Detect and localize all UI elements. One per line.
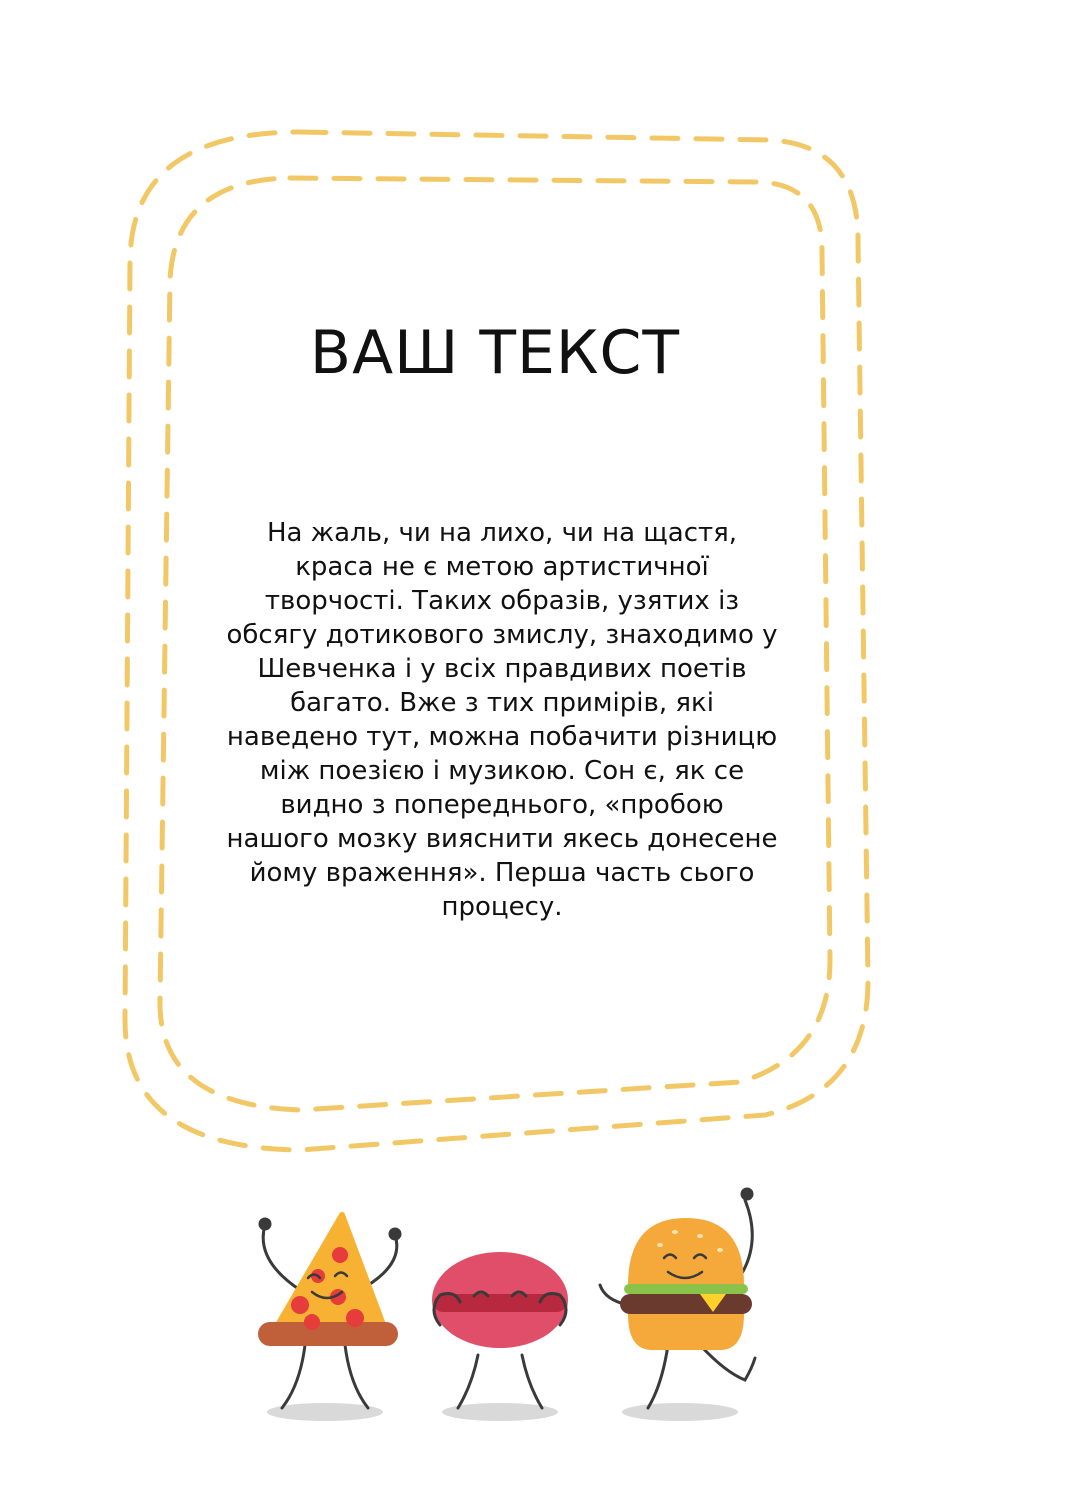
body-line: між поезією і музикою. Сон є, як се <box>259 756 745 786</box>
body-line: творчості. Таких образів, узятих із <box>264 586 740 616</box>
body-line: багато. Вже з тих примірів, які <box>290 688 714 718</box>
burger-character-icon <box>600 1189 755 1408</box>
pizza-character-icon <box>258 1215 400 1408</box>
burger-shadow <box>622 1403 738 1421</box>
body-line: видно з попереднього, «пробою <box>280 790 724 820</box>
page-title: ВАШ ТЕКСТ <box>309 318 681 388</box>
body-line: Шевченка і у всіх правдивих поетів <box>257 654 747 684</box>
body-line: нашого мозку вияснити якесь донесене <box>226 824 778 854</box>
body-line: На жаль, чи на лихо, чи на щастя, <box>266 518 738 548</box>
body-line: обсягу дотикового змислу, знаходимо у <box>226 620 778 650</box>
body-line: йому враження». Перша часть сього <box>249 858 755 888</box>
body-line: процесу. <box>441 892 563 922</box>
macaron-character-icon <box>432 1252 568 1408</box>
body-line: наведено тут, можна побачити різницю <box>226 722 778 752</box>
body-line: краса не є метою артистичної <box>295 552 709 582</box>
